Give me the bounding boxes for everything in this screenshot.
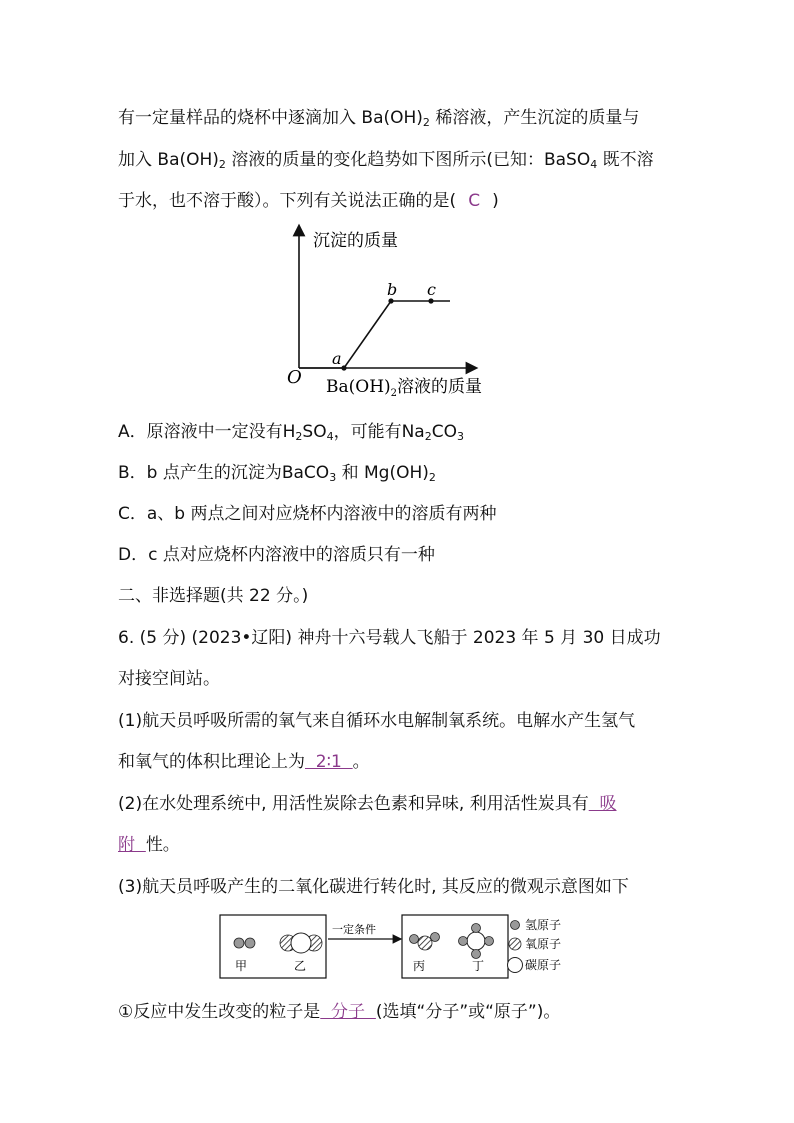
answer-adsorption-1: 吸 — [588, 794, 617, 814]
legend-oxygen-icon — [509, 938, 521, 950]
answer-adsorption-2: 附 — [118, 835, 146, 855]
text: ) — [492, 191, 499, 211]
text: 和氧气的体积比理论上为 — [118, 752, 305, 772]
carbon-atom — [467, 932, 485, 950]
text: 。 — [352, 752, 370, 772]
legend-oxygen-label: 氧原子 — [525, 937, 562, 951]
q6-line-2: 对接空间站。 — [118, 669, 220, 689]
option-c: C．a、b 两点之间对应烧杯内溶液中的溶质有两种 — [118, 504, 497, 524]
text: SO — [302, 422, 327, 442]
reaction-diagram — [215, 912, 585, 984]
precipitate-graph — [280, 222, 520, 402]
text: 有一定量样品的烧杯中逐滴加入 Ba(OH) — [118, 108, 423, 128]
subscript: 3 — [329, 471, 337, 484]
hydrogen-atom — [472, 950, 481, 959]
q5-stem-line-1 — [118, 106, 639, 135]
q6-part3-sub1 — [118, 1000, 560, 1024]
text: (2)在水处理系统中, 用活性炭除去色素和异味, 利用活性炭具有 — [118, 794, 589, 814]
hydrogen-atom — [245, 938, 255, 948]
text: 溶液的质量的变化趋势如下图所示(已知：BaSO — [225, 150, 591, 170]
precipitate-curve — [299, 301, 450, 368]
label-c: c — [427, 280, 436, 299]
x-axis-label: $Ba(OH)_2$溶液的质量 — [326, 377, 483, 399]
hydrogen-atom — [485, 937, 494, 946]
q5-stem-line-3 — [118, 189, 499, 213]
subscript: 3 — [457, 430, 464, 443]
subscript: 4 — [590, 158, 598, 171]
section-heading: 二、非选择题(共 22 分。) — [118, 586, 309, 606]
text: (选填“分子”或“原子”)。 — [375, 1002, 561, 1022]
reaction-condition: 一定条件 — [332, 923, 376, 936]
text: ①反应中发生改变的粒子是 — [118, 1002, 321, 1022]
legend-hydrogen-label: 氢原子 — [525, 918, 562, 932]
q6-part1-line-1: (1)航天员呼吸所需的氧气来自循环水电解制氧系统。电解水产生氢气 — [118, 711, 636, 731]
label-bing: 丙 — [413, 959, 426, 973]
origin-label: O — [287, 367, 302, 388]
q6-line-1: 6. (5 分) (2023•辽阳) 神舟十六号载人飞船于 2023 年 5 月 30 日成功 — [118, 628, 661, 648]
q6-part3-line-1: (3)航天员呼吸产生的二氧化碳进行转化时, 其反应的微观示意图如下 — [118, 877, 629, 897]
text: 于水，也不溶于酸）。下列有关说法正确的是( — [118, 191, 457, 211]
point-c — [428, 298, 433, 303]
subscript: 2 — [428, 471, 436, 484]
label-jia: 甲 — [235, 959, 248, 973]
subscript: 2 — [424, 430, 432, 443]
label-yi: 乙 — [294, 959, 307, 973]
y-axis-label: 沉淀的质量 — [313, 231, 398, 251]
hydrogen-atom — [431, 933, 440, 942]
hydrogen-atom — [410, 935, 419, 944]
option-b — [118, 461, 436, 490]
hydrogen-atom — [472, 924, 481, 933]
q6-part1-line-2 — [118, 750, 370, 774]
carbon-atom — [291, 933, 311, 953]
q6-part2-line-1 — [118, 792, 617, 816]
subscript: 2 — [295, 430, 303, 443]
subscript: 4 — [326, 430, 334, 443]
q5-answer: C — [468, 191, 481, 211]
label-ding: 丁 — [472, 959, 485, 973]
label-b: b — [387, 280, 398, 299]
legend-carbon-label: 碳原子 — [525, 958, 562, 972]
text: ，可能有Na — [333, 422, 425, 442]
text: B．b 点产生的沉淀为BaCO — [118, 463, 330, 483]
q5-stem-line-2 — [118, 148, 654, 177]
text: A．原溶液中一定没有H — [118, 422, 296, 442]
option-d: D．c 点对应烧杯内溶液中的溶质只有一种 — [118, 545, 435, 565]
text: 性。 — [145, 835, 180, 855]
answer-ratio: 2∶1 — [305, 752, 353, 772]
point-a — [341, 365, 346, 370]
text: 加入 Ba(OH) — [118, 150, 219, 170]
label-a: a — [332, 349, 342, 368]
text: 稀溶液，产生沉淀的质量与 — [429, 108, 640, 128]
subscript: 2 — [422, 116, 430, 129]
text: 和 Mg(OH) — [336, 463, 429, 483]
oxygen-atom — [418, 936, 432, 950]
hydrogen-atom — [459, 937, 468, 946]
answer-molecule: 分子 — [320, 1002, 376, 1022]
legend-carbon-icon — [508, 958, 523, 973]
option-a — [118, 420, 464, 449]
q6-part2-line-2 — [118, 833, 180, 857]
subscript: 2 — [218, 158, 226, 171]
text: 既不溶 — [597, 150, 654, 170]
legend-hydrogen-icon — [511, 921, 520, 930]
hydrogen-atom — [234, 938, 244, 948]
text: CO — [431, 422, 457, 442]
point-b — [388, 298, 393, 303]
